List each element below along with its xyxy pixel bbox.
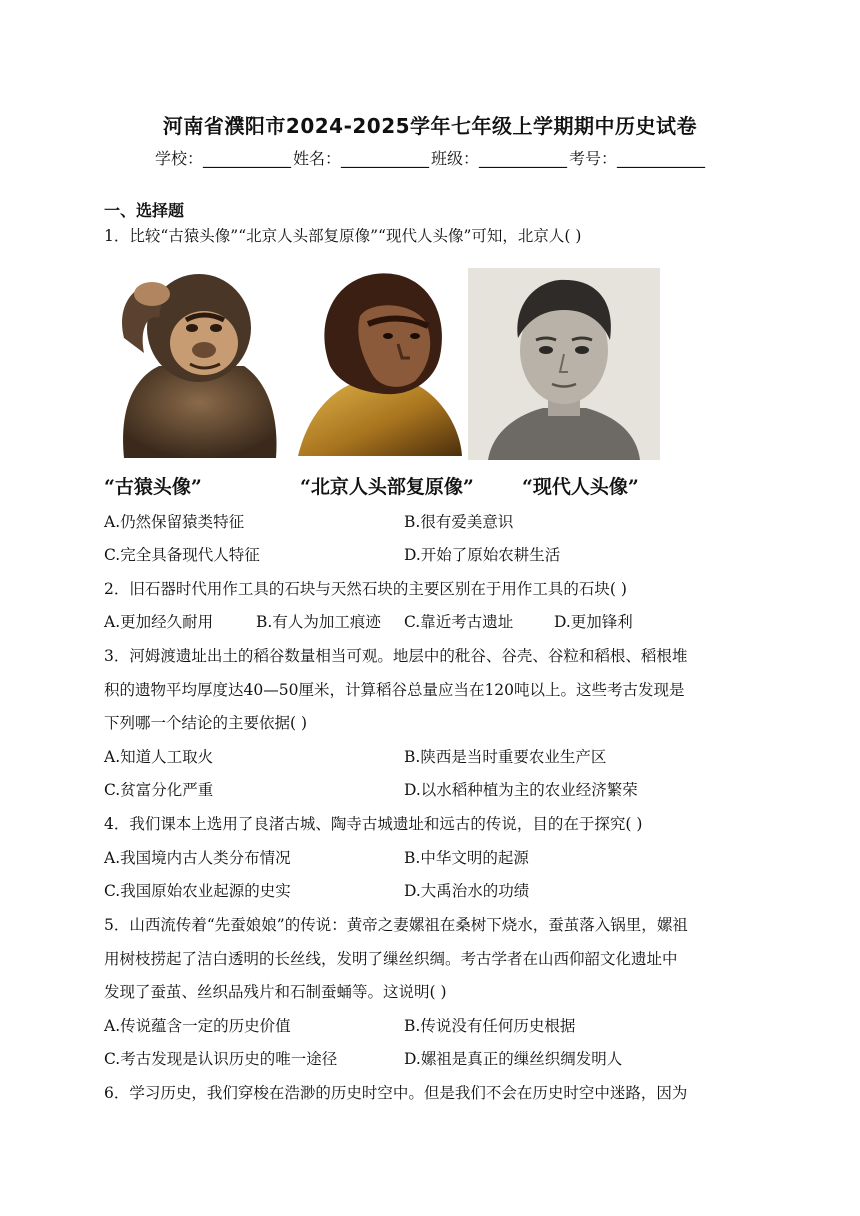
- question-3-line-3: 下列哪一个结论的主要依据( ): [104, 714, 308, 732]
- exam-number-field: 考号：___________: [569, 149, 706, 168]
- question-4-option-c: C.我国原始农业起源的史实: [104, 882, 291, 900]
- question-5-option-a: A.传说蕴含一定的历史价值: [104, 1017, 291, 1035]
- question-1-stem: 1．比较“古猿头像”“北京人头部复原像”“现代人头像”可知，北京人( ): [104, 227, 582, 245]
- caption-ape-head: “古猿头像”: [104, 476, 202, 498]
- question-4-option-b: B.中华文明的起源: [404, 849, 529, 867]
- question-3-option-d: D.以水稻种植为主的农业经济繁荣: [404, 781, 638, 799]
- class-field: 班级：___________: [431, 149, 568, 168]
- school-field: 学校：___________: [154, 149, 291, 168]
- question-1-option-c: C.完全具备现代人特征: [104, 546, 260, 564]
- question-3-option-b: B.陕西是当时重要农业生产区: [404, 748, 607, 766]
- question-2-stem: 2．旧石器时代用作工具的石块与天然石块的主要区别在于用作工具的石块( ): [104, 580, 627, 598]
- modern-human-portrait-image: [468, 268, 660, 460]
- question-3-line-1: 3．河姆渡遗址出土的稻谷数量相当可观。地层中的秕谷、谷壳、谷粒和稻根、稻根堆: [104, 647, 688, 665]
- question-6-line-1: 6．学习历史，我们穿梭在浩渺的历史时空中。但是我们不会在历史时空中迷路，因为: [104, 1084, 688, 1102]
- question-5-line-3: 发现了蚕茧、丝织品残片和石制蚕蛹等。这说明( ): [104, 983, 447, 1001]
- peking-man-bust-image: [290, 256, 466, 460]
- question-5-option-d: D.嫘祖是真正的缫丝织绸发明人: [404, 1050, 623, 1068]
- question-1-option-a: A.仍然保留猿类特征: [104, 513, 245, 531]
- question-3-line-2: 积的遗物平均厚度达40—50厘米，计算稻谷总量应当在120吨以上。这些考古发现是: [104, 681, 685, 699]
- caption-modern-human: “现代人头像”: [522, 476, 639, 498]
- question-3-option-a: A.知道人工取火: [104, 748, 214, 766]
- question-1-option-d: D.开始了原始农耕生活: [404, 546, 561, 564]
- question-2-option-d: D.更加锋利: [554, 613, 633, 631]
- ape-head-image: [104, 258, 290, 458]
- question-2-option-a: A.更加经久耐用: [104, 613, 214, 631]
- question-3-option-c: C.贫富分化严重: [104, 781, 214, 799]
- question-5-option-c: C.考古发现是认识历史的唯一途径: [104, 1050, 338, 1068]
- question-2-option-c: C.靠近考古遗址: [404, 613, 514, 631]
- question-4-option-a: A.我国境内古人类分布情况: [104, 849, 291, 867]
- name-field: 姓名：___________: [292, 149, 429, 168]
- question-1-option-b: B.很有爱美意识: [404, 513, 514, 531]
- question-5-option-b: B.传说没有任何历史根据: [404, 1017, 576, 1035]
- question-4-option-d: D.大禹治水的功绩: [404, 882, 530, 900]
- section-heading: 一、选择题: [104, 201, 185, 220]
- caption-peking-man: “北京人头部复原像”: [300, 476, 474, 498]
- question-5-line-1: 5．山西流传着“先蚕娘娘”的传说：黄帝之妻嫘祖在桑树下烧水，蚕茧落入锅里，嫘祖: [104, 916, 688, 934]
- question-4-stem: 4．我们课本上选用了良渚古城、陶寺古城遗址和远古的传说，目的在于探究( ): [104, 815, 643, 833]
- question-2-option-b: B.有人为加工痕迹: [256, 613, 381, 631]
- student-info-line: [0, 146, 860, 169]
- exam-title: 河南省濮阳市2024-2025学年七年级上学期期中历史试卷: [162, 114, 698, 138]
- question-5-line-2: 用树枝捞起了洁白透明的长丝线，发明了缫丝织绸。考古学者在山西仰韶文化遗址中: [104, 950, 678, 968]
